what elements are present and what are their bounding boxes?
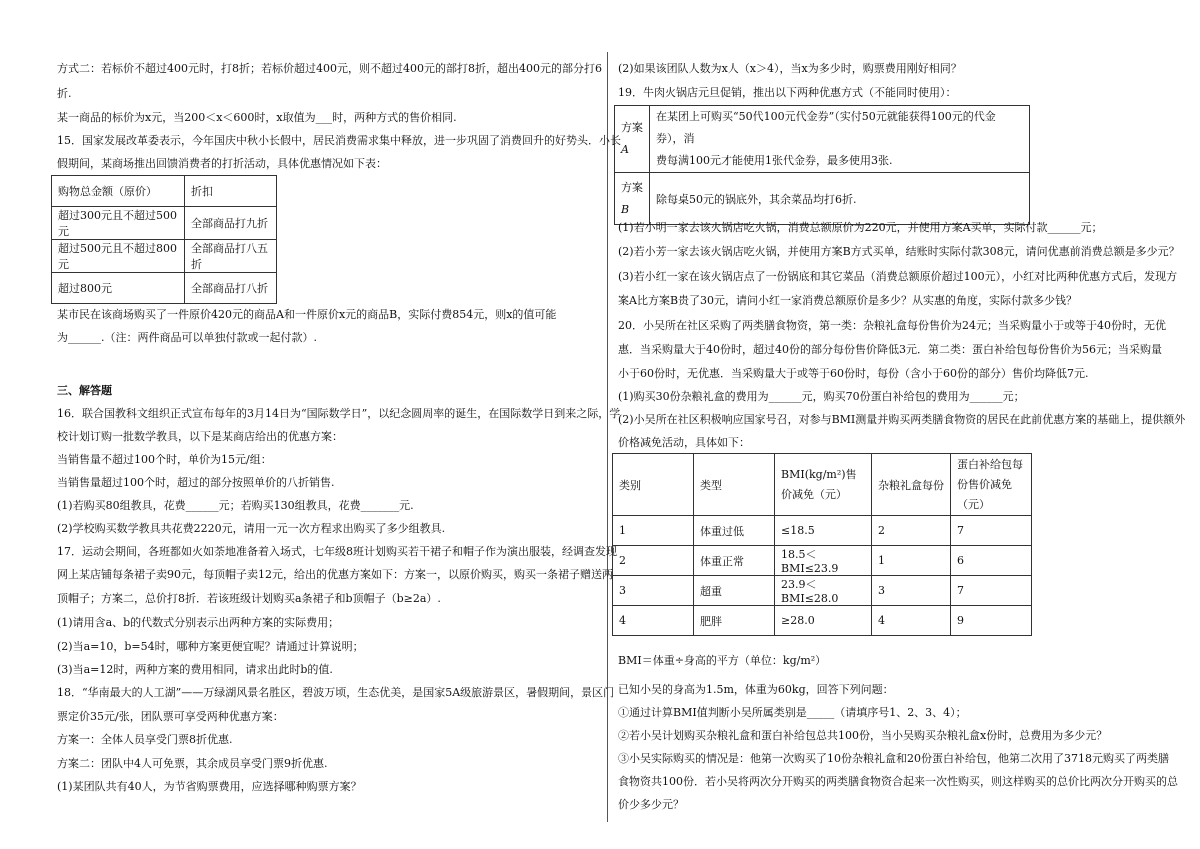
- table-cell: 超重: [694, 576, 775, 606]
- table-cell: [615, 106, 650, 173]
- text-line: 价格减免活动，具体如下：: [618, 436, 750, 449]
- promotion-table-19: [614, 105, 1030, 225]
- table-cell: 超过800元: [52, 273, 185, 304]
- table-row: [613, 516, 1032, 546]
- table-row: [613, 606, 1032, 636]
- text-line: (3)若小红一家在该火锅店点了一份锅底和其它菜品（消费总额原价超过100元），小红对比两种优惠方式后，发现方: [618, 270, 1178, 283]
- scheme-label: 方案: [621, 180, 643, 194]
- text-line: 折.: [57, 87, 72, 100]
- text-line: 食物资共100份．若小吴将两次分开购买的两类膳食物资合起来一次性购买，则这样购买的总价比两次分开购买的总: [618, 775, 1178, 788]
- table-cell: [650, 106, 1030, 173]
- table-cell: 全部商品打九折: [185, 207, 277, 240]
- table-cell: 全部商品打八五折: [185, 240, 277, 273]
- scheme-label: 方案: [621, 121, 643, 134]
- text-line: (1)请用含a、b的代数式分别表示出两种方案的实际费用；: [57, 616, 340, 629]
- problem-15-text: 15．国家发展改革委表示，今年国庆中秋小长假中，居民消费需求集中释放，进一步巩固了消费回升的好势头．小长: [57, 134, 621, 147]
- problem-19-text: 19．牛肉火锅店元旦促销，推出以下两种优惠方式（不能同时使用）：: [618, 86, 957, 99]
- text-line: 惠．当采购量大于40份时，超过40份的部分每份售价降低3元．第二类：蛋白补给包每份售价为56元；当采购量: [618, 343, 1162, 356]
- table-cell: 全部商品打八折: [185, 273, 277, 304]
- table-cell: 18.5＜BMI≤23.9: [775, 546, 872, 576]
- text-line: 某一商品的标价为x元，当200＜x＜600时，x取值为___时，两种方式的售价相同.: [57, 111, 457, 124]
- table-cell: ≥28.0: [775, 606, 872, 636]
- table-cell: 2: [872, 516, 951, 546]
- table-header-cell: 类别: [613, 454, 694, 516]
- table-cell: 3: [872, 576, 951, 606]
- table-cell: 体重正常: [694, 546, 775, 576]
- table-row: [52, 273, 277, 304]
- text-line: (1)某团队共有40人，为节省购票费用，应选择哪种购票方案？: [57, 780, 362, 793]
- text-line: (3)当a=12时，两种方案的费用相同，请求出此时b的值.: [57, 663, 333, 676]
- table-header-cell: BMI(kg/m²)售价减免（元）: [775, 454, 872, 516]
- table-header-cell: 杂粮礼盒每份: [872, 454, 951, 516]
- problem-17-text: 17．运动会期间，各班都如火如荼地准备着入场式，七年级8班计划购买若干裙子和帽子作为演出服装，经调查发现: [57, 545, 617, 558]
- text-line: 为______.（注：两件商品可以单独付款或一起付款）.: [57, 331, 317, 344]
- text-line: 票定价35元/张，团队票可享受两种优惠方案：: [57, 710, 284, 723]
- table-cell: 购物总金额（原价）: [52, 176, 185, 207]
- table-row: [615, 173, 1030, 225]
- problem-18-text: 18．“华南最大的人工湖”——万绿湖风景名胜区，碧波万顷，生态优美，是国家5A级旅游景区，暑假期间，景区门: [57, 686, 615, 699]
- discount-table-15: [51, 175, 277, 304]
- table-cell: 1: [613, 516, 694, 546]
- table-cell: 23.9＜BMI≤28.0: [775, 576, 872, 606]
- table-cell: 除每桌50元的锅底外，其余菜品均打6折.: [650, 173, 1030, 225]
- table-row: [615, 106, 1030, 173]
- text-line: 小于60份时，无优惠．当采购量大于或等于60份时，每份（含小于60份的部分）售价均降低7元.: [618, 367, 1089, 380]
- table-header-cell: 类型: [694, 454, 775, 516]
- text-line: 假期间，某商场推出回馈消费者的打折活动，具体优惠情况如下表：: [57, 157, 387, 170]
- text-line: ②若小吴计划购买杂粮礼盒和蛋白补给包总共100份，当小吴购买杂粮礼盒x份时，总费用为多少元？: [618, 729, 1108, 742]
- table-header-cell: 蛋白补给包每份售价减免（元）: [951, 454, 1032, 516]
- scheme-letter: A: [621, 143, 629, 156]
- text-line: 方式二：若标价不超过400元时，打8折；若标价超过400元，则不超过400元的部打8折，超出400元的部分打6: [57, 62, 602, 75]
- text-line: (1)购买30份杂粮礼盒的费用为______元，购买70份蛋白补给包的费用为______元；: [618, 390, 1025, 403]
- table-cell: 1: [872, 546, 951, 576]
- text-line: (2)小吴所在社区积极响应国家号召，对参与BMI测量并购买两类膳食物资的居民在此前优惠方案的基础上，提供额外: [618, 413, 1186, 426]
- table-cell: [615, 173, 650, 225]
- table-cell: 4: [872, 606, 951, 636]
- table-cell: 2: [613, 546, 694, 576]
- text-line: 案A比方案B贵了30元，请问小红一家消费总额原价是多少？从实惠的角度，实际付款多少钱？: [618, 294, 1078, 307]
- formula-note: BMI＝体重÷身高的平方（单位：kg/m²）: [618, 654, 827, 667]
- text-line: 当销售量超过100个时，超过的部分按照单价的八折销售.: [57, 476, 335, 489]
- table-cell: 4: [613, 606, 694, 636]
- text-line: ①通过计算BMI值判断小吴所属类别是_____（请填序号1、2、3、4）；: [618, 706, 967, 719]
- problem-20-text: 20．小吴所在社区采购了两类膳食物资，第一类：杂粮礼盒每份售价为24元；当采购量小于或等于40份时，无优: [618, 319, 1166, 332]
- text-line: (2)若小芳一家去该火锅店吃火锅，并使用方案B方式买单，结账时实际付款308元，请问优惠前消费总额是多少元？: [618, 245, 1180, 258]
- cell-line: 在某团上可购买“50代100元代金券”（实付50元就能获得100元的代金券），消: [656, 110, 996, 145]
- bmi-table-20: [612, 453, 1032, 636]
- cell-line: 费每满100元才能使用1张代金券，最多使用3张.: [656, 154, 893, 167]
- text-line: 校计划订购一批数学教具，以下是某商店给出的优惠方案：: [57, 430, 343, 443]
- text-line: 已知小吴的身高为1.5m，体重为60kg，回答下列问题：: [618, 683, 894, 696]
- text-line: (2)学校购买数学教具共花费2220元，请用一元一次方程求出购买了多少组教具.: [57, 522, 446, 535]
- text-line: 网上某店铺每条裙子卖90元，每顶帽子卖12元，给出的优惠方案如下：方案一，以原价购买，购买一条裙子赠送两: [57, 568, 613, 581]
- table-cell: 7: [951, 576, 1032, 606]
- table-row: [52, 176, 277, 207]
- text-line: ③小吴实际购买的情况是：他第一次购买了10份杂粮礼盒和20份蛋白补给包，他第二次用了3718元购买了两类膳: [618, 752, 1169, 765]
- table-cell: 体重过低: [694, 516, 775, 546]
- text-line: 方案二：团队中4人可免票，其余成员享受门票9折优惠.: [57, 757, 328, 770]
- table-cell: ≤18.5: [775, 516, 872, 546]
- table-cell: 6: [951, 546, 1032, 576]
- table-row: [52, 240, 277, 273]
- table-cell: 肥胖: [694, 606, 775, 636]
- text-line: 方案一：全体人员享受门票8折优惠.: [57, 733, 233, 746]
- problem-16-text: 16．联合国教科文组织正式宣布每年的3月14日为“国际数学日”，以纪念圆周率的诞生，在国际数学日到来之际，学: [57, 407, 621, 420]
- table-row: [613, 546, 1032, 576]
- column-divider: [607, 52, 608, 822]
- text-line: (2)当a=10，b=54时，哪种方案更便宜呢？请通过计算说明；: [57, 640, 364, 653]
- table-row: [613, 576, 1032, 606]
- text-line: 某市民在该商场购买了一件原价420元的商品A和一件原价x元的商品B，实际付费854元，则x的值可能: [57, 308, 557, 321]
- text-line: 价少多少元？: [618, 798, 684, 811]
- table-row: [52, 207, 277, 240]
- text-line: (1)若购买80组教具，花费______元；若购买130组教具，花费_______元.: [57, 499, 414, 512]
- scheme-letter: B: [621, 202, 630, 216]
- table-cell: 3: [613, 576, 694, 606]
- text-line: (1)若小明一家去该火锅店吃火锅，消费总额原价为220元，并使用方案A买单，实际付款______元；: [618, 221, 1103, 234]
- text-line: 当销售量不超过100个时，单价为15元/组：: [57, 453, 272, 466]
- table-cell: 9: [951, 606, 1032, 636]
- table-cell: 超过300元且不超过500元: [52, 207, 185, 240]
- table-cell: 折扣: [185, 176, 277, 207]
- table-cell: 超过500元且不超过800元: [52, 240, 185, 273]
- table-cell: 7: [951, 516, 1032, 546]
- text-line: (2)如果该团队人数为x人（x＞4），当x为多少时，购票费用刚好相同？: [618, 62, 962, 75]
- text-line: 顶帽子；方案二，总价打8折．若该班级计划购买a条裙子和b顶帽子（b≥2a）.: [57, 592, 441, 605]
- section-heading: 三、解答题: [57, 384, 112, 397]
- table-header-row: [613, 454, 1032, 516]
